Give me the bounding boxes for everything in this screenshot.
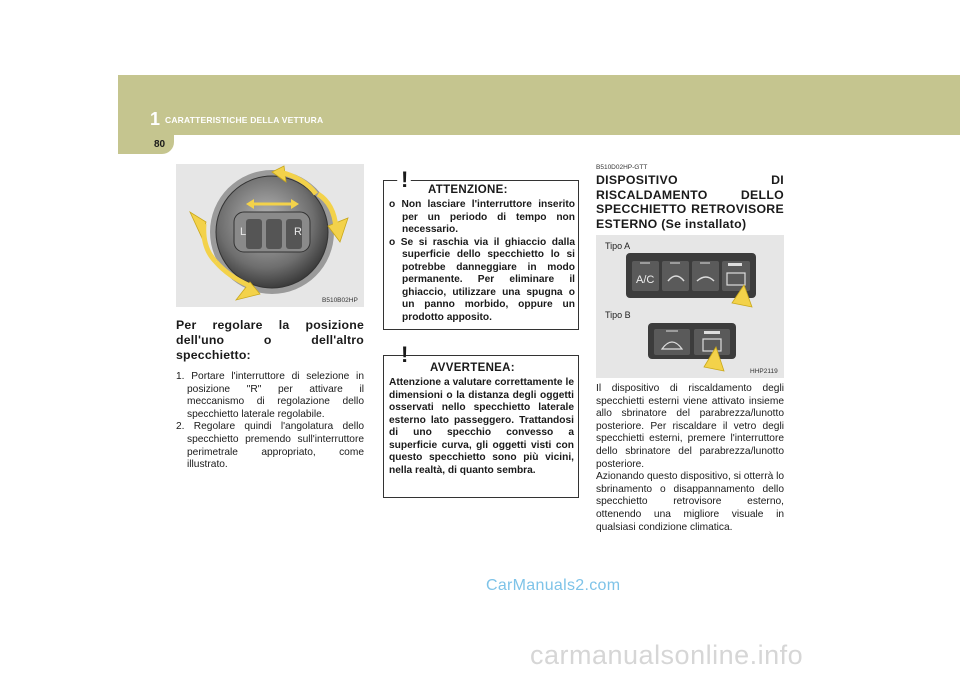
attention-box [383,167,579,330]
mirror-switch-illustration [176,164,364,307]
tipo-b-label: Tipo B [605,310,631,320]
heater-heading: DISPOSITIVO DI RISCALDAMENTO DELLO SPECCHIETTO RETROVISORE ESTERNO (Se installato) [596,173,784,231]
warning-title: AVVERTENEA: [430,362,515,374]
ac-label: A/C [636,274,655,286]
warning-box [383,342,579,498]
mirror-switch-figure [176,164,364,307]
selector-tab-center [266,219,282,249]
left-column [176,318,364,472]
heater-paragraph-2: Azionando questo dispositivo, si otterrà lo sbrinamento o disappannamento dello specchietto retrovisore esterno, ottenendo una migliore visuale in qualsiasi condizione climatica. [596,471,785,533]
page-number: 80 [154,139,166,150]
label-l: L [240,226,247,238]
attention-bullet-2: o Se si raschia via il ghiaccio dalla superficie dello specchietto lo si potrebbe danneggiare in modo permanente. Per eliminare il ghiaccio, utilizzare una spugna o un panno morbido, oppure un prodotto apposito. [389,236,575,323]
heater-paragraph-1: Il dispositivo di riscaldamento degli specchietti esterni viene attivato insieme allo sbrinatore del parabrezza/lunotto posteriore. Per riscaldare il vetro degli specchietti esterni, premere l'interruttore dello sbrinatore del parabrezza/lunotto posteriore. [596,383,784,470]
watermark-carmanuals2[interactable]: CarManuals2.com [486,577,621,594]
section-code: B510D02HP-GTT [596,164,648,171]
defroster-illustration [596,235,784,378]
attention-title: ATTENZIONE: [428,184,508,196]
mirror-adjust-heading: Per regolare la posizione dell'uno o dell'altro specchietto: [176,318,364,362]
warning-exclamation-icon: ! [401,342,409,367]
figure2-code: HHP2119 [750,368,778,375]
attention-exclamation-icon: ! [401,167,409,192]
selector-tab-left [246,219,262,249]
step-1: 1. Portare l'interruttore di selezione in posizione "R" per attivare il meccanismo di regolazione dello specchietto laterale regolabile. [176,371,364,420]
header-band [118,75,960,135]
attention-bullet-1: o Non lasciare l'interruttore inserito per un periodo di tempo non necessario. [389,199,575,235]
label-r: R [294,226,302,238]
defroster-switch-figure [596,235,784,378]
figure1-code: B510B02HP [322,297,358,304]
fresh-air-button [692,261,719,291]
attention-body [389,199,575,324]
tipo-a-label: Tipo A [605,241,631,251]
chapter-title: CARATTERISTICHE DELLA VETTURA [165,115,324,125]
step-2: 2. Regolare quindi l'angolatura dello specchietto premendo sull'interruttore perimetrale appropriato, come illustrato. [176,421,364,471]
warning-body: Attenzione a valutare correttamente le dimensioni o la distanza degli oggetti osservati nello specchietto laterale esterno lato passeggero. Trattandosi di uno specchio convesso a superficie curva, gli oggetti visti con questo specchietto sono più vicini, nella realtà, di quanto sembra. [389,377,574,476]
page-tab [118,135,174,154]
watermark-carmanualsonline: carmanualsonline.info [530,640,804,670]
right-column-text [596,383,784,534]
chapter-number: 1 [150,109,161,129]
right-column-header [596,164,784,231]
